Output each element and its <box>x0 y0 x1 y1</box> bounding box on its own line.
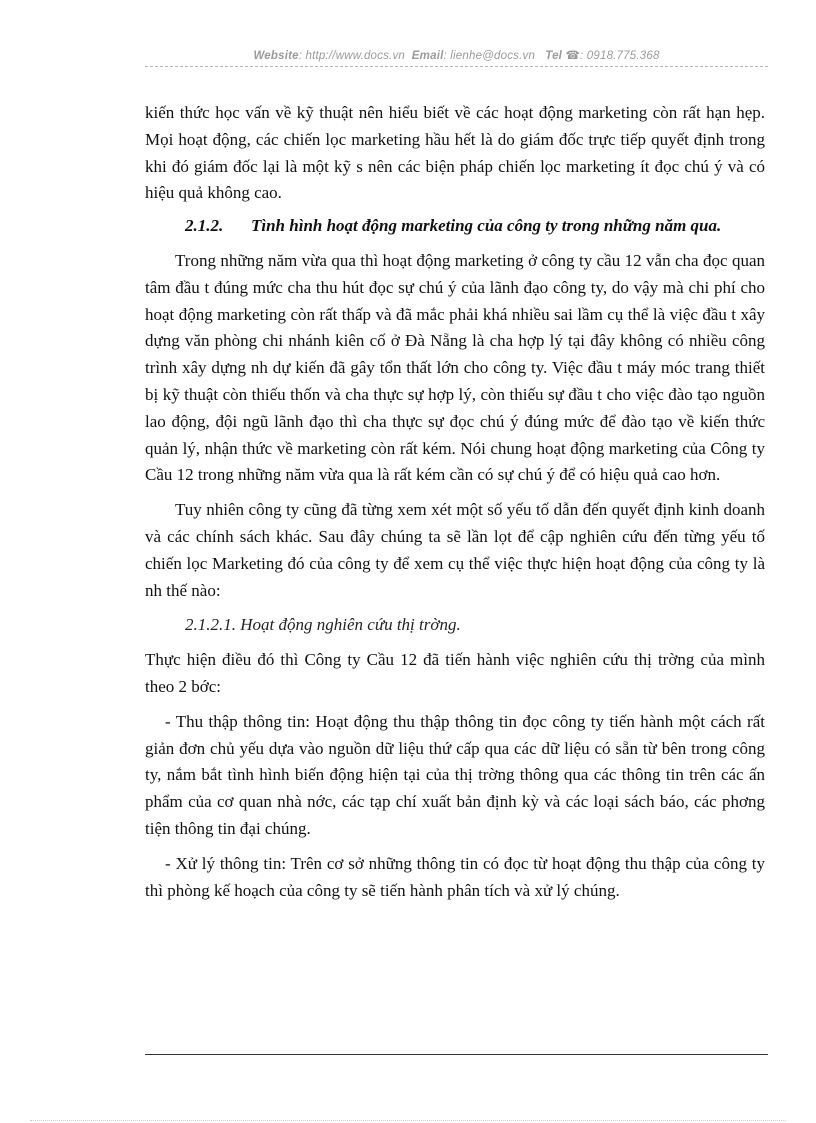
paragraph-6: - Xử lý thông tin: Trên cơ sở những thông tin có đọc từ hoạt động thu thập của công ty thì phòng kế hoạch của công ty sẽ tiến hành phân tích và xử lý chúng. <box>145 853 765 900</box>
subsection-heading: 2.1.2.1. Hoạt động nghiên cứu thị trờng. <box>185 615 461 635</box>
email-value: : lienhe@docs.vn <box>443 50 536 62</box>
paragraph-1: kiến thức học vấn về kỹ thuật nên hiểu biết về các hoạt động marketing còn rất hạn hẹp. Mọi hoạt động, các chiến lọc marketing hầu hết là do giám đốc trực tiếp quyết định trong khi đó giám đốc lại là một kỹ s nên các biện pháp chiến lọc marketing ít đọc chú ý và có hiệu quả không cao. <box>145 103 765 203</box>
tel-label: Tel <box>545 50 563 62</box>
email-label: Email <box>411 50 444 62</box>
paragraph-2: Trong những năm vừa qua thì hoạt động marketing ở công ty cầu 12 vẫn cha đọc quan tâm đầu t đúng mức cha thu hút đọc sự chú ý của lãnh đạo công ty, do vậy mà chi phí cho hoạt động marketing còn rất thấp và đã mắc phải khá nhiều sai lầm cụ thể là việc đầu t xây dựng văn phòng chi nhánh kiên cố ở Đà Nẵng là cha hợp lý tại đây không có nhiều công trình xây dựng nh dự kiến đã gây tổn thất lớn cho công ty. Việc đầu t máy móc trang thiết bị kỹ thuật còn thiếu thốn và cha thực sự hợp lý, còn thiếu sự đầu t cho việc đào tạo nguồn lao động, đội ngũ lãnh đạo thì cha thực sự đọc chú ý đúng mức để đào tạo về kiến thức quản lý, nhận thức về marketing còn rất kém. Nói chung hoạt động marketing của Công ty Cầu 12 trong những năm vừa qua là rất kém cần có sự chú ý để có hiệu quả cao hơn. <box>145 250 765 485</box>
website-label: Website <box>253 50 299 62</box>
paragraph-3: Tuy nhiên công ty cũng đã từng xem xét một số yếu tố dẫn đến quyết định kinh doanh và các chính sách khác. Sau đây chúng ta sẽ lần lọt để cập nghiên cứu đến từng yếu tố chiến lọc Marketing đó của công ty để xem cụ thể việc thực hiện hoạt động của công ty là nh thế nào: <box>145 500 765 600</box>
section-title: Tình hình hoạt động marketing của công ty trong những năm qua. <box>251 216 722 236</box>
page-header <box>145 48 768 62</box>
phone-icon: ☎ <box>565 50 580 62</box>
section-heading <box>145 213 765 240</box>
paragraph-5: - Thu thập thông tin: Hoạt động thu thập thông tin đọc công ty tiến hành một cách rất giản đơn chủ yếu dựa vào nguồn dữ liệu thứ cấp qua các dữ liệu có sẵn từ bên trong công ty, nắm bắt tình hình biến động hiện tại của thị trờng thông qua các thông tin trên các ấn phẩm của cơ quan nhà nớc, các tạp chí xuất bản định kỳ và các loại sách báo, các phơng tiện thông tin đại chúng. <box>145 711 765 838</box>
tel-value: : 0918.775.368 <box>580 50 660 62</box>
page-bottom-border <box>30 1120 786 1121</box>
document-body <box>145 100 765 904</box>
header-divider <box>145 66 768 67</box>
paragraph-4: Thực hiện điều đó thì Công ty Cầu 12 đã tiến hành việc nghiên cứu thị trờng của mình theo 2 bớc: <box>145 650 765 696</box>
website-value: : http://www.docs.vn <box>298 50 405 62</box>
section-number: 2.1.2. <box>185 216 224 236</box>
footer-divider <box>145 1054 768 1055</box>
